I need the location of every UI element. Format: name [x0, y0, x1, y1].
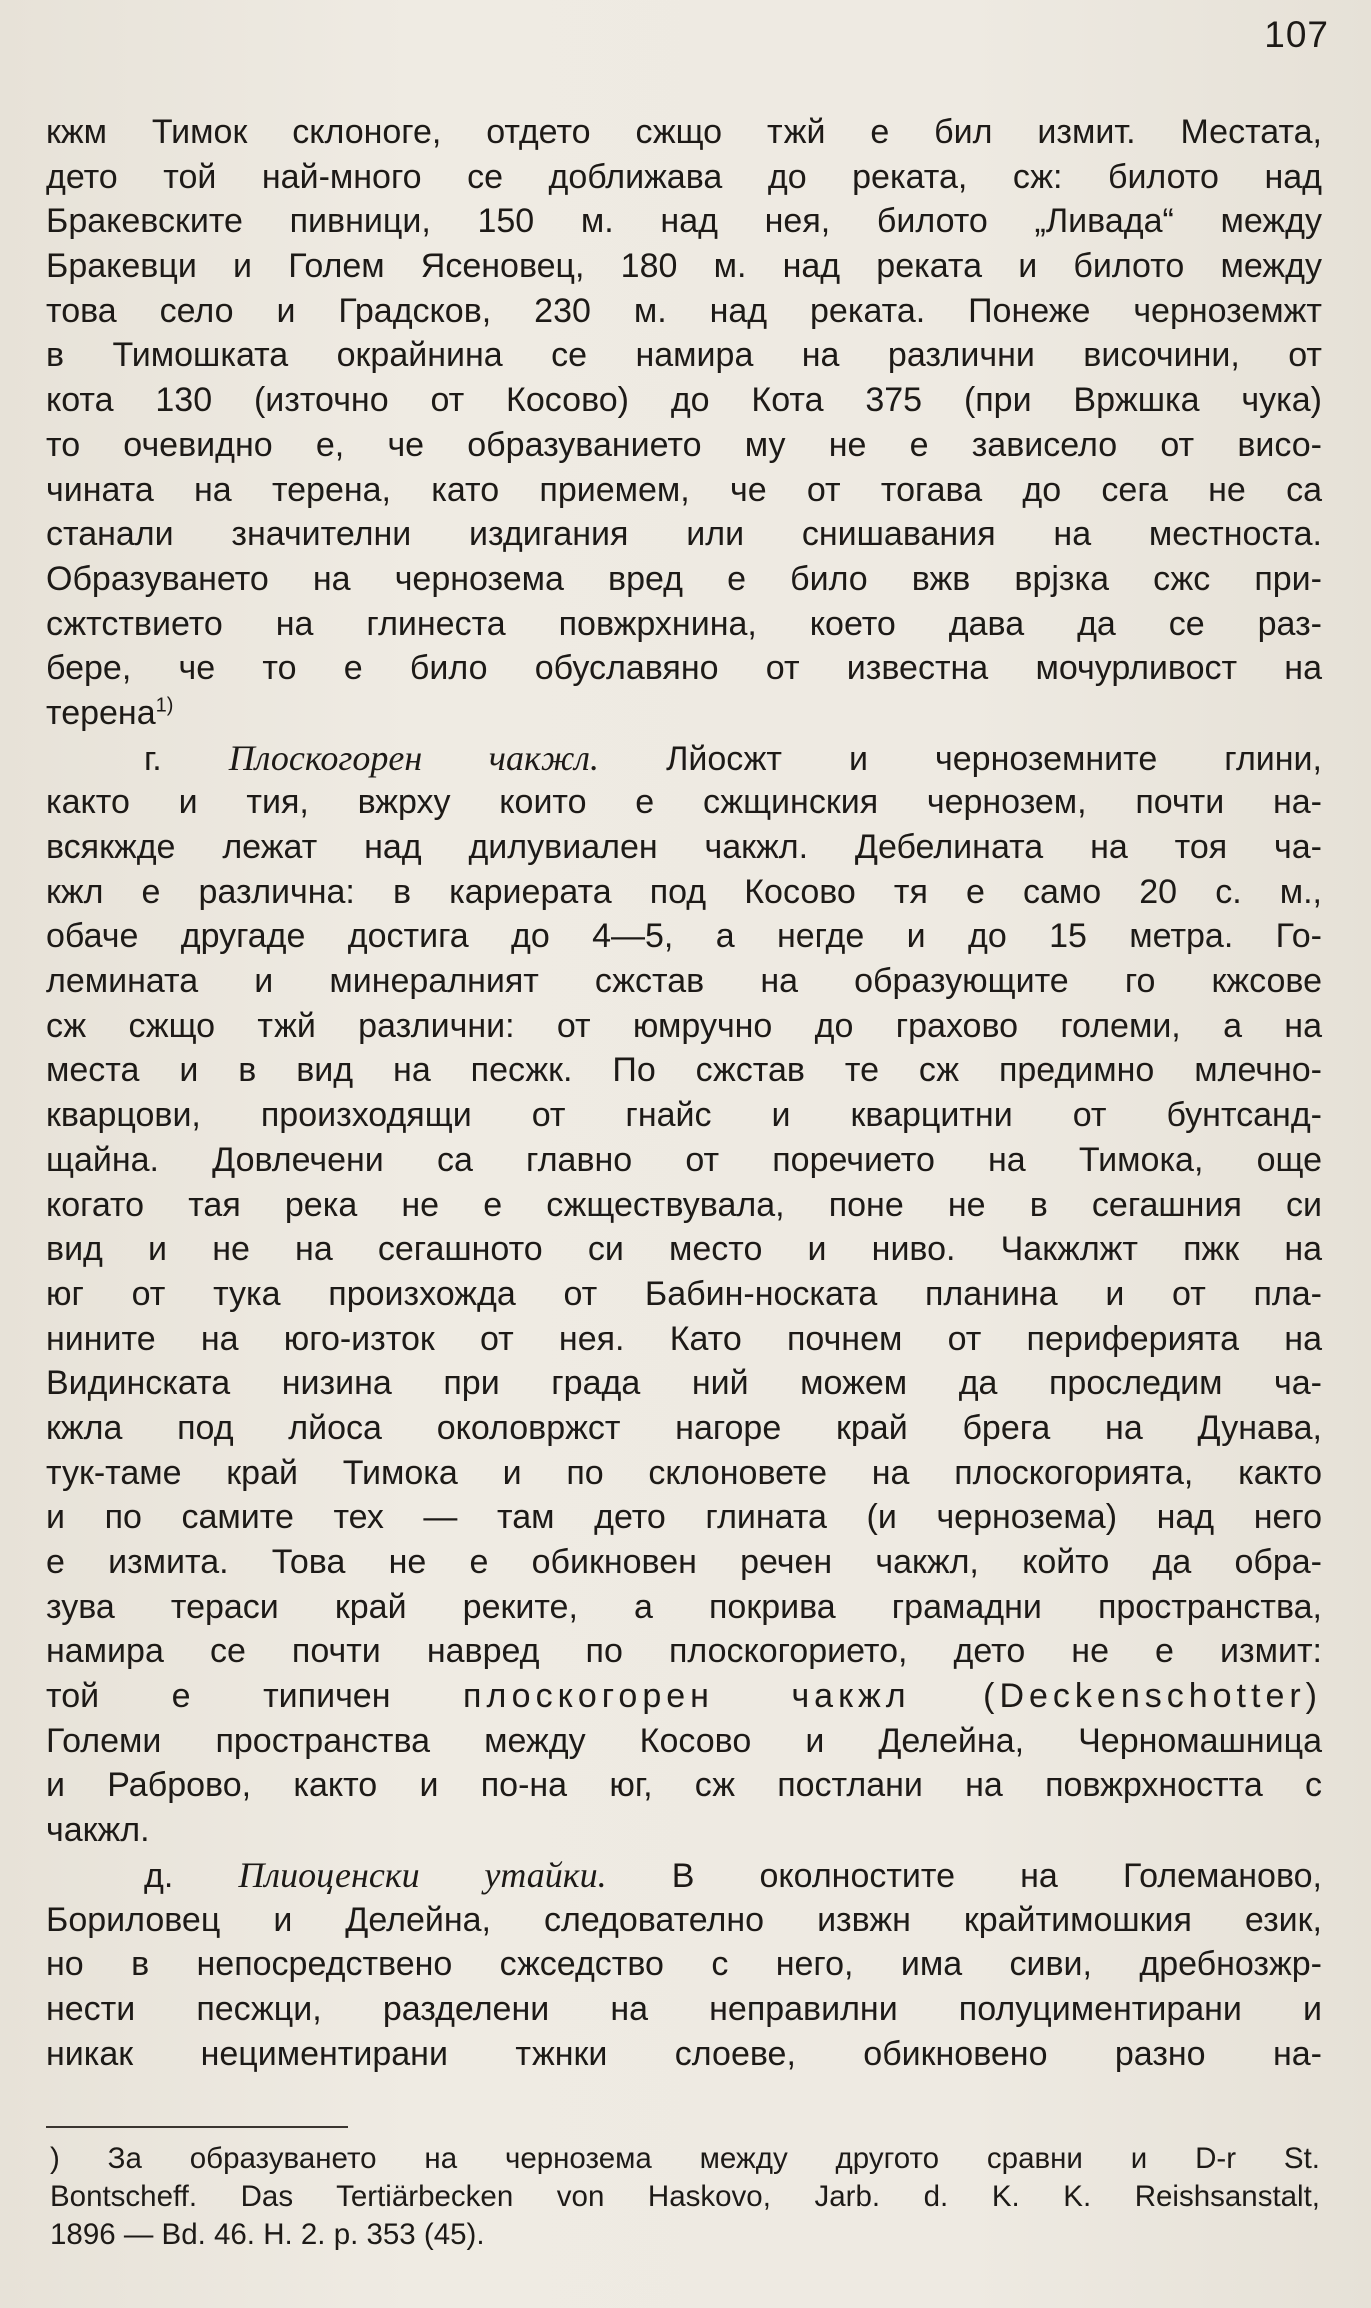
- section-prefix: д.: [144, 1856, 174, 1895]
- text-fragment: В околностите на Големаново,: [671, 1856, 1322, 1895]
- text-line: тук-таме край Тимока и по склоновете на плоскогорията, както: [46, 1453, 1322, 1492]
- text-line: това село и Градсков, 230 м. над реката. Понеже черноземжт: [46, 291, 1322, 330]
- text-line: никак нециментирани тжнки слоеве, обикновено разно на-: [46, 2034, 1322, 2073]
- footnote-line: ) За образуването на чернозема между другото сравни и D-r St.: [50, 2142, 1320, 2175]
- paragraph-chernozem: [46, 110, 1322, 736]
- section-prefix: г.: [144, 739, 162, 778]
- text-line: кжла под лйоса околовржст нагоре край брега на Дунава,: [46, 1408, 1322, 1447]
- text-fragment: терена: [46, 693, 156, 732]
- text-line: Бориловец и Делейна, следователно извжн крайтимошкия език,: [46, 1900, 1322, 1939]
- text-line: дето той най-много се доближава до реката, сж: билото над: [46, 157, 1322, 196]
- text-line: сж сжщо тжй различни: от юмручно до грахово големи, а на: [46, 1006, 1322, 1045]
- section-g: [46, 736, 1322, 1853]
- text-line: е измита. Това не е обикновен речен чакжл, който да обра-: [46, 1543, 1322, 1581]
- text-line: Видинската низина при града ний можем да проследим ча-: [46, 1364, 1322, 1403]
- text-line: нести песжци, разделени на неправилни полуциментирани и: [46, 1989, 1322, 2028]
- text-fragment: Лйосжт и черноземните глини,: [666, 739, 1322, 778]
- section-heading-line: [46, 1853, 1322, 1898]
- text-line: Бракевските пивници, 150 м. над нея, билото „Ливада“ между: [46, 202, 1322, 241]
- text-line: зува тераси край реките, а покрива грамадни пространства,: [46, 1587, 1322, 1626]
- section-title: Плиоценски утайки.: [238, 1854, 607, 1895]
- text-line: както и тия, вжрху които е сжщинския чернозем, почти на-: [46, 783, 1322, 822]
- text-line: Големи пространства между Косово и Делейна, Черномашница: [46, 1721, 1322, 1760]
- text-line: обаче другаде достига до 4—5, а негде и до 15 метра. Го-: [46, 917, 1322, 956]
- section-d: [46, 1853, 1322, 2076]
- text-line: станали значителни издигания или снишавания на местноста.: [46, 515, 1322, 554]
- text-line: лемината и минералният сжстав на образующите го кжсове: [46, 962, 1322, 1001]
- text-line: когато тая река не е сжществувала, поне не в сегашния си: [46, 1185, 1322, 1224]
- text-line: Бракевци и Голем Ясеновец, 180 м. над реката и билото между: [46, 247, 1322, 286]
- text-fragment: той е типичен: [46, 1677, 391, 1716]
- text-line: кжл е различна: в кариерата под Косово тя е само 20 с. м.,: [46, 872, 1322, 911]
- text-line: вид и не на сегашното си место и ниво. Чакжлжт пжк на: [46, 1230, 1322, 1269]
- text-line: чакжл.: [46, 1811, 150, 1850]
- text-line: и Раброво, както и по-на юг, сж постлани на повжрхността с: [46, 1766, 1322, 1805]
- page-number: 107: [1264, 14, 1329, 55]
- text-line: и по самите тех — там дето глината (и чернозема) над него: [46, 1498, 1322, 1537]
- footnote-line: Bontscheff. Das Tertiärbecken von Haskovo, Jarb. d. K. K. Reishsanstalt,: [50, 2180, 1320, 2213]
- text-line: намира се почти навред по плоскогорието, дето не е измит:: [46, 1632, 1322, 1671]
- main-text: [46, 110, 1322, 2076]
- text-line: кжм Тимок склоноге, отдето сжщо тжй е бил измит. Местата,: [46, 113, 1322, 151]
- text-line: но в непосредствено сжседство с него, има сиви, дребнозжр-: [46, 1945, 1322, 1984]
- text-line: то очевидно е, че образуванието му не е зависело от висо-: [46, 425, 1322, 464]
- text-line: [46, 691, 1322, 736]
- text-line: места и в вид на песжк. По сжстав те сж предимно млечно-: [46, 1051, 1322, 1090]
- text-line: щайна. Довлечени са главно от поречието на Тимока, още: [46, 1140, 1322, 1179]
- text-line: кварцови, произходящи от гнайс и кварцитни от бунтсанд-: [46, 1096, 1322, 1135]
- text-line: юг от тука произхожда от Бабин-носката планина и от пла-: [46, 1274, 1322, 1313]
- text-line: кота 130 (източно от Косово) до Кота 375 (при Вржшка чука): [46, 381, 1322, 420]
- footnote: [50, 2140, 1320, 2254]
- spaced-term: плоскогорен чакжл: [463, 1677, 911, 1716]
- text-line: всякжде лежат над дилувиален чакжл. Дебелината на тоя ча-: [46, 828, 1322, 866]
- german-term: (Deckenschotter): [983, 1677, 1322, 1716]
- text-line: Образуването на чернозема вред е било вжв врjзка сжс при-: [46, 559, 1322, 598]
- text-line: нините на юго-изток от нея. Като почнем от периферията на: [46, 1319, 1322, 1358]
- text-line: в Тимошката окрайнина се намира на различни височини, от: [46, 336, 1322, 375]
- text-line: чината на терена, като приемем, че от тогава до сега не са: [46, 470, 1322, 509]
- section-title: Плоскогорен чакжл.: [228, 737, 600, 778]
- footnote-marker: 1): [155, 694, 174, 717]
- text-line: бере, че то е било обуславяно от известна мочурливост на: [46, 649, 1322, 688]
- section-heading-line: [46, 736, 1322, 781]
- footnote-divider: [46, 2126, 348, 2128]
- term-line: [46, 1674, 1322, 1719]
- footnote-line: 1896 — Bd. 46. H. 2. p. 353 (45).: [50, 2218, 485, 2251]
- text-line: сжтствието на глинеста повжрхнина, което дава да се раз-: [46, 604, 1322, 643]
